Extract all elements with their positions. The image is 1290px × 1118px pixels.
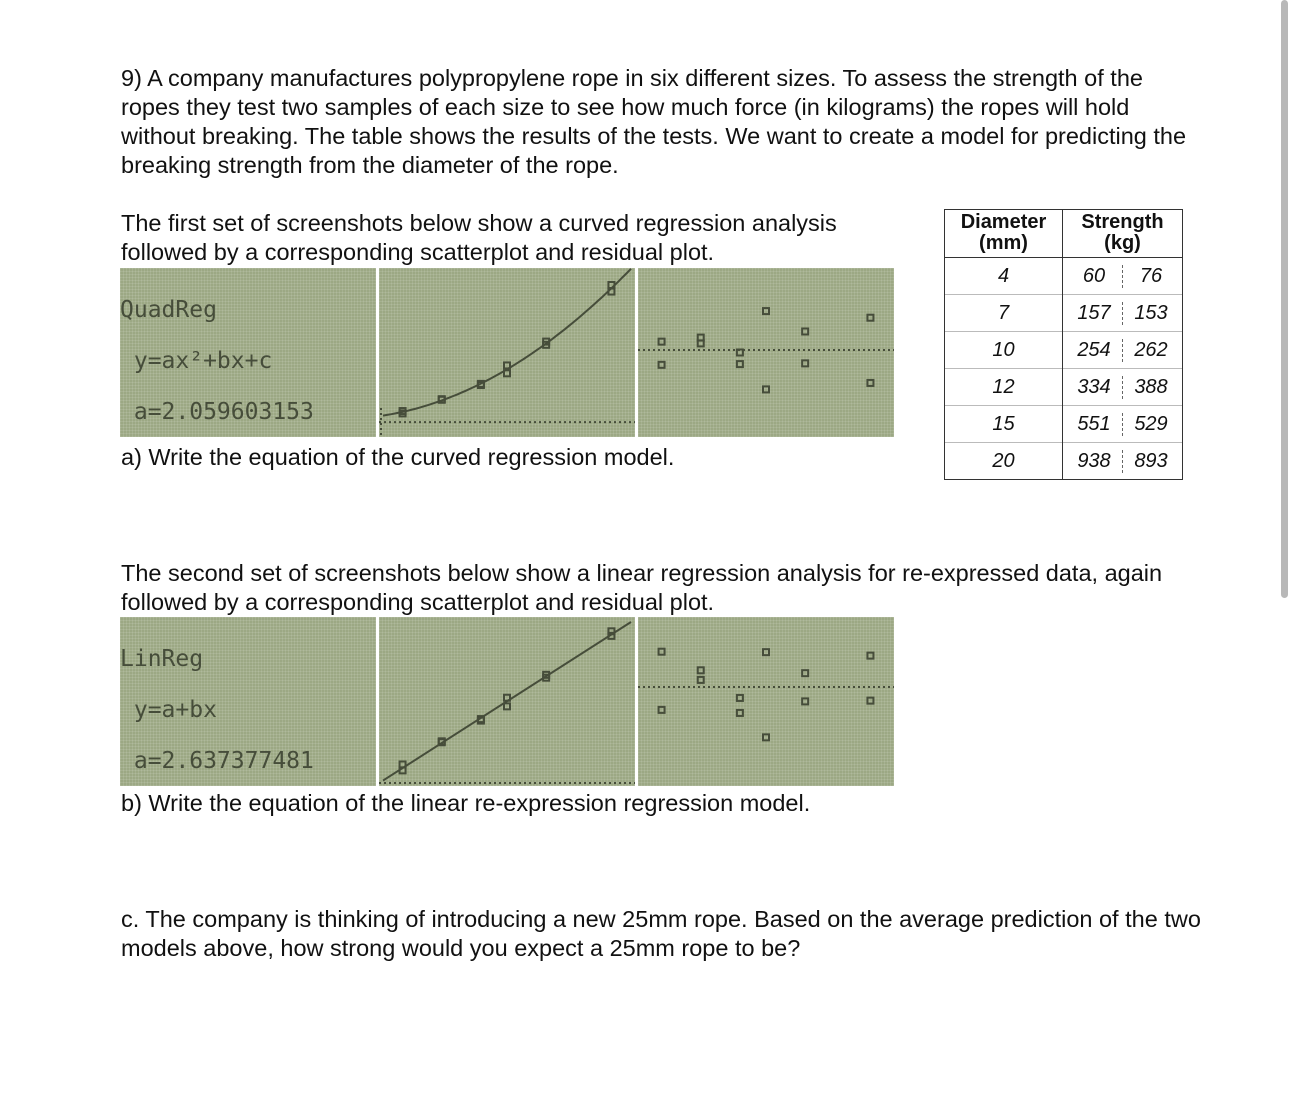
- diameter-cell: 7: [945, 295, 1063, 332]
- data-point: [737, 710, 743, 716]
- data-point: [867, 698, 873, 704]
- linreg-output: [120, 617, 314, 786]
- linreg-title: LinReg: [120, 646, 204, 672]
- data-point: [737, 349, 743, 355]
- quadratic-residual-plot: [638, 268, 894, 437]
- problem-intro: 9) A company manufactures polypropylene rope in six different sizes. To assess the strength of the ropes they test two samples of each size to see how much force (in kilograms) the ropes will hold without breaking. The table shows the results of the tests. We want to create a model for predicting the breaking strength from the diameter of the rope.: [121, 65, 1187, 178]
- data-point: [763, 649, 769, 655]
- diameter-cell: 10: [945, 332, 1063, 369]
- data-point: [802, 698, 808, 704]
- data-point: [400, 761, 406, 767]
- quadratic-residual-svg: [638, 268, 894, 437]
- linear-screenshots: [120, 617, 894, 786]
- data-point: [763, 308, 769, 314]
- data-point: [802, 360, 808, 366]
- data-point: [802, 328, 808, 334]
- quadreg-screen: [120, 268, 376, 437]
- regression-curve: [383, 269, 631, 416]
- data-point: [763, 734, 769, 740]
- data-point: [867, 653, 873, 659]
- data-point: [698, 667, 704, 673]
- table-row: [945, 258, 1183, 295]
- linear-residual-plot: [638, 617, 894, 786]
- data-point: [698, 677, 704, 683]
- scrollbar-thumb[interactable]: [1281, 0, 1288, 598]
- data-point: [698, 340, 704, 346]
- data-point: [737, 695, 743, 701]
- diameter-header: Diameter (mm): [945, 210, 1063, 258]
- linear-scatterplot-svg: [379, 617, 635, 786]
- quadratic-scatterplot-svg: [379, 268, 635, 437]
- strength-cell: 938 893: [1063, 443, 1183, 480]
- strength-cell: 157 153: [1063, 295, 1183, 332]
- table-row: [945, 369, 1183, 406]
- question-c: c. The company is thinking of introducing a new 25mm rope. Based on the average prediction of the two models above, how strong would you expect a 25mm rope to be?: [121, 906, 1201, 961]
- data-point: [504, 695, 510, 701]
- data-point: [802, 670, 808, 676]
- linear-residual-svg: [638, 617, 894, 786]
- first-set-description: The first set of screenshots below show a curved regression analysis followed by a corresponding scatterplot and residual plot.: [121, 210, 837, 265]
- strength-cell: 334 388: [1063, 369, 1183, 406]
- data-point: [867, 380, 873, 386]
- strength-header: Strength (kg): [1063, 210, 1183, 258]
- data-point: [608, 282, 614, 288]
- data-point: [763, 386, 769, 392]
- quadreg-output: [120, 268, 328, 437]
- strength-cell: 551 529: [1063, 406, 1183, 443]
- data-point: [504, 370, 510, 376]
- quadreg-line: y=ax²+bx+c: [120, 348, 273, 374]
- quadratic-scatterplot: [379, 268, 635, 437]
- data-point: [737, 361, 743, 367]
- quadreg-line: a=2.059603153: [120, 399, 314, 425]
- diameter-cell: 4: [945, 258, 1063, 295]
- question-b: b) Write the equation of the linear re-expression regression model.: [121, 790, 811, 816]
- strength-cell: 60 76: [1063, 258, 1183, 295]
- table-row: [945, 295, 1183, 332]
- data-point: [659, 362, 665, 368]
- data-point: [608, 633, 614, 639]
- linreg-line: a=2.637377481: [120, 748, 314, 774]
- data-point: [659, 649, 665, 655]
- diameter-cell: 15: [945, 406, 1063, 443]
- diameter-cell: 12: [945, 369, 1063, 406]
- data-point: [504, 362, 510, 368]
- diameter-cell: 20: [945, 443, 1063, 480]
- linear-scatterplot: [379, 617, 635, 786]
- quadreg-title: QuadReg: [120, 297, 217, 323]
- linreg-screen: [120, 617, 376, 786]
- vertical-scrollbar[interactable]: [1278, 0, 1290, 1118]
- strength-cell: 254 262: [1063, 332, 1183, 369]
- data-point: [867, 315, 873, 321]
- question-a: a) Write the equation of the curved regression model.: [121, 444, 675, 470]
- data-point: [504, 703, 510, 709]
- data-point: [659, 339, 665, 345]
- second-set-description: The second set of screenshots below show a linear regression analysis for re-expressed data, again followed by a corresponding scatterplot and residual plot.: [121, 560, 1163, 615]
- data-point: [659, 707, 665, 713]
- table-row: [945, 443, 1183, 480]
- linreg-line: y=a+bx: [120, 697, 217, 723]
- data-point: [608, 289, 614, 295]
- table-row: [945, 406, 1183, 443]
- rope-data-table: [944, 209, 1183, 480]
- table-row: [945, 332, 1183, 369]
- quadratic-screenshots: [120, 268, 894, 437]
